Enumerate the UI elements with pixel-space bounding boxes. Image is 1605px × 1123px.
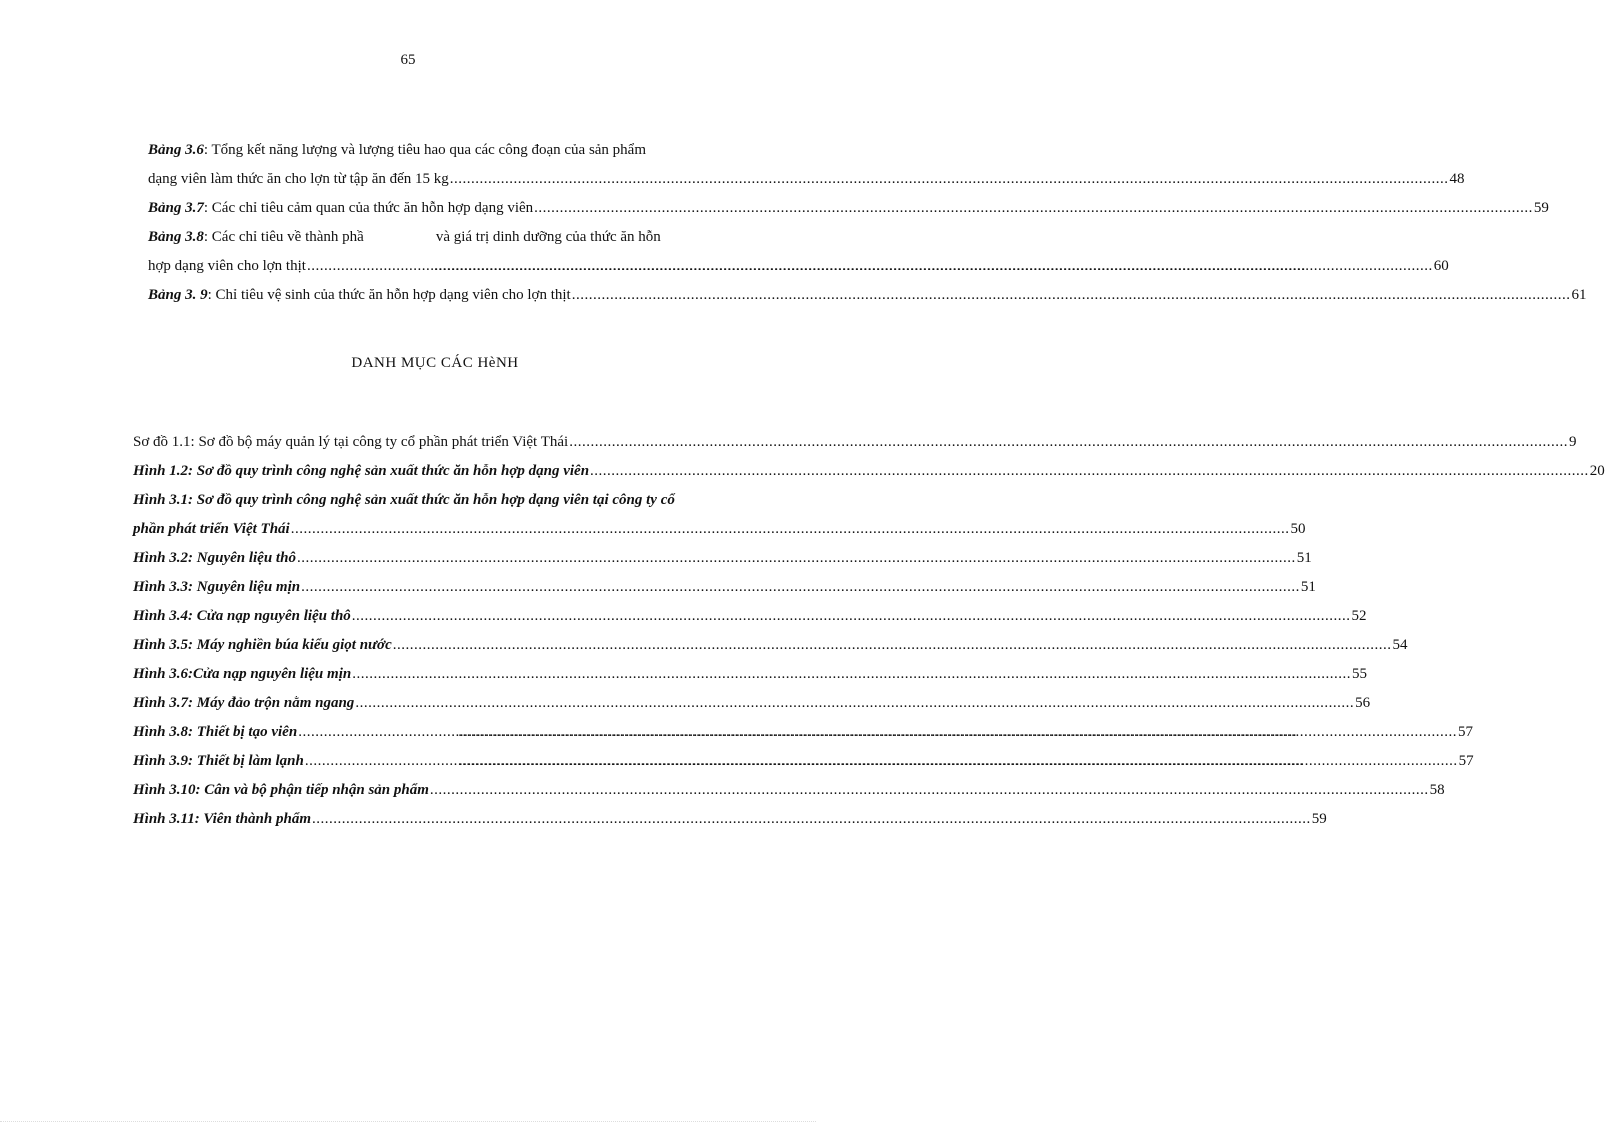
toc-title-cont: hợp dạng viên cho lợn thịt — [148, 258, 306, 274]
toc-title: Hình 3.11: Viên thành phẩm — [133, 811, 311, 827]
toc-title: Tổng kết năng lượng và lượng tiêu hao qua các công đoạn của sản phẩm — [211, 142, 647, 158]
toc-page: 20 — [1589, 463, 1605, 479]
toc-title-cont: dạng viên làm thức ăn cho lợn từ tập ăn đến 15 kg — [148, 171, 449, 187]
toc-page: 58 — [1429, 782, 1445, 798]
toc-title-cont: phần phát triển Việt Thái — [133, 521, 290, 537]
toc-entry-table-3-6-line1[interactable]: Bảng 3.6: Tổng kết năng lượng và lượng tiêu hao qua các công đoạn của sản phẩm — [148, 142, 647, 158]
toc-title: Hình 3.7: Máy đảo trộn nằm ngang — [133, 695, 355, 711]
toc-page: 56 — [1355, 695, 1371, 711]
toc-title: Hình 1.2: Sơ đồ quy trình công nghệ sản xuất thức ăn hỗn hợp dạng viên — [133, 463, 590, 479]
toc-title: Hình 3.2: Nguyên liệu thô — [133, 550, 296, 566]
dot-leader — [291, 521, 1290, 538]
toc-entry-figure-1-2[interactable] — [133, 463, 1605, 485]
toc-entry-figure-3-8[interactable] — [133, 724, 1473, 746]
toc-entry-table-3-9[interactable]: Bảng 3. 9: Chỉ tiêu vệ sinh của thức ăn hỗn hợp dạng viên cho lợn thịt ..... 61 — [148, 287, 738, 309]
toc-label: Bảng 3.8 — [148, 229, 204, 245]
page-number: 65 — [400, 52, 416, 68]
dot-leader — [458, 724, 1457, 741]
toc-entry-figure-3-6[interactable] — [133, 666, 1367, 688]
toc-entry-figure-3-2[interactable] — [133, 550, 1312, 572]
toc-page: 50 — [1290, 521, 1306, 537]
dot-leader — [352, 608, 1351, 625]
toc-entry-figure-3-3[interactable] — [133, 579, 1316, 601]
dot-leader — [305, 753, 387, 770]
dot-leader — [534, 200, 1533, 217]
toc-page: 55 — [1351, 666, 1367, 682]
toc-page: 52 — [1351, 608, 1367, 624]
toc-entry-table-3-7[interactable]: Bảng 3.7: Các chỉ tiêu cảm quan của thức ăn hỗn hợp dạng viên ..... 59 — [148, 200, 738, 222]
toc-entry-figure-1-1[interactable] — [133, 434, 1577, 456]
dot-leader — [569, 434, 1568, 451]
toc-entry-figure-3-1-line2[interactable] — [133, 521, 1306, 543]
page-bottom-edge — [0, 1121, 816, 1122]
toc-label: Bảng 3.7 — [148, 200, 204, 216]
toc-entry-figure-3-9[interactable] — [133, 753, 1474, 775]
toc-entry-table-3-6-line2[interactable] — [148, 171, 1465, 193]
toc-title: Hình 3.9: Thiết bị làm lạnh — [133, 753, 304, 769]
dot-leader — [434, 258, 1433, 275]
toc-page: 57 — [1458, 753, 1474, 769]
toc-entry-table-3-8-line1[interactable]: Bảng 3.8: Các chỉ tiêu về thành phầ và giá trị dinh dưỡng của thức ăn hỗn — [148, 229, 661, 245]
toc-page: 51 — [1300, 579, 1316, 595]
dot-leader — [450, 171, 1449, 188]
dot-leader — [590, 463, 1589, 480]
toc-title: Hình 3.5: Máy nghiền búa kiểu giọt nước — [133, 637, 392, 653]
toc-title: Hình 3.6:Cửa nạp nguyên liệu mịn — [133, 666, 352, 682]
toc-page: 60 — [1433, 258, 1449, 274]
toc-page: 59 — [1311, 811, 1327, 827]
dot-leader — [352, 666, 1351, 683]
dot-leader — [298, 724, 386, 741]
toc-entry-figure-3-11[interactable] — [133, 811, 1327, 833]
toc-page: 59 — [1533, 200, 1549, 216]
dot-leader — [393, 637, 1392, 654]
dot-leader — [297, 550, 1296, 567]
toc-title: Hình 3.1: Sơ đồ quy trình công nghệ sản xuất thức ăn hỗn hợp dạng viên tại công ty cổ — [133, 492, 675, 508]
toc-title: Hình 3.10: Cân và bộ phận tiếp nhận sản phẩm — [133, 782, 429, 798]
toc-title: Hình 3.4: Cửa nạp nguyên liệu thô — [133, 608, 351, 624]
toc-entry-figure-3-1-line1[interactable] — [133, 492, 738, 514]
toc-entry-figure-3-7[interactable] — [133, 695, 1371, 717]
toc-label: Bảng 3. 9 — [148, 287, 208, 303]
dot-leader — [459, 753, 1458, 770]
toc-page: 9 — [1568, 434, 1577, 450]
toc-page: 51 — [1296, 550, 1312, 566]
dot-leader — [572, 287, 1571, 304]
toc-page: 57 — [1457, 724, 1473, 740]
dot-leader — [307, 258, 362, 275]
toc-page: 48 — [1449, 171, 1465, 187]
dot-leader — [355, 695, 1354, 712]
toc-entry-figure-3-10[interactable] — [133, 782, 1445, 804]
toc-title: Các chỉ tiêu về thành phầ — [211, 229, 364, 245]
toc-title: Chỉ tiêu vệ sinh của thức ăn hỗn hợp dạng viên cho lợn thịt — [215, 287, 571, 303]
toc-title: và giá trị dinh dưỡng của thức ăn hỗn — [435, 229, 661, 245]
toc-entry-figure-3-5[interactable] — [133, 637, 1408, 659]
toc-page: 54 — [1392, 637, 1408, 653]
toc-title: Các chỉ tiêu cảm quan của thức ăn hỗn hợp dạng viên — [211, 200, 534, 216]
dot-leader — [312, 811, 1311, 828]
toc-page: 61 — [1571, 287, 1587, 303]
dot-leader — [301, 579, 1300, 596]
toc-entry-table-3-8-line2[interactable] — [148, 258, 1449, 280]
toc-title: Hình 3.3: Nguyên liệu mịn — [133, 579, 301, 595]
dot-leader — [430, 782, 1429, 799]
toc-label: Bảng 3.6 — [148, 142, 204, 158]
toc-entry-figure-3-4[interactable] — [133, 608, 1367, 630]
section-title: DANH MỤC CÁC HèNH — [351, 355, 519, 371]
toc-title: Sơ đồ 1.1: Sơ đồ bộ máy quản lý tại công ty cổ phần phát triển Việt Thái — [133, 434, 569, 450]
toc-title: Hình 3.8: Thiết bị tạo viên — [133, 724, 298, 740]
